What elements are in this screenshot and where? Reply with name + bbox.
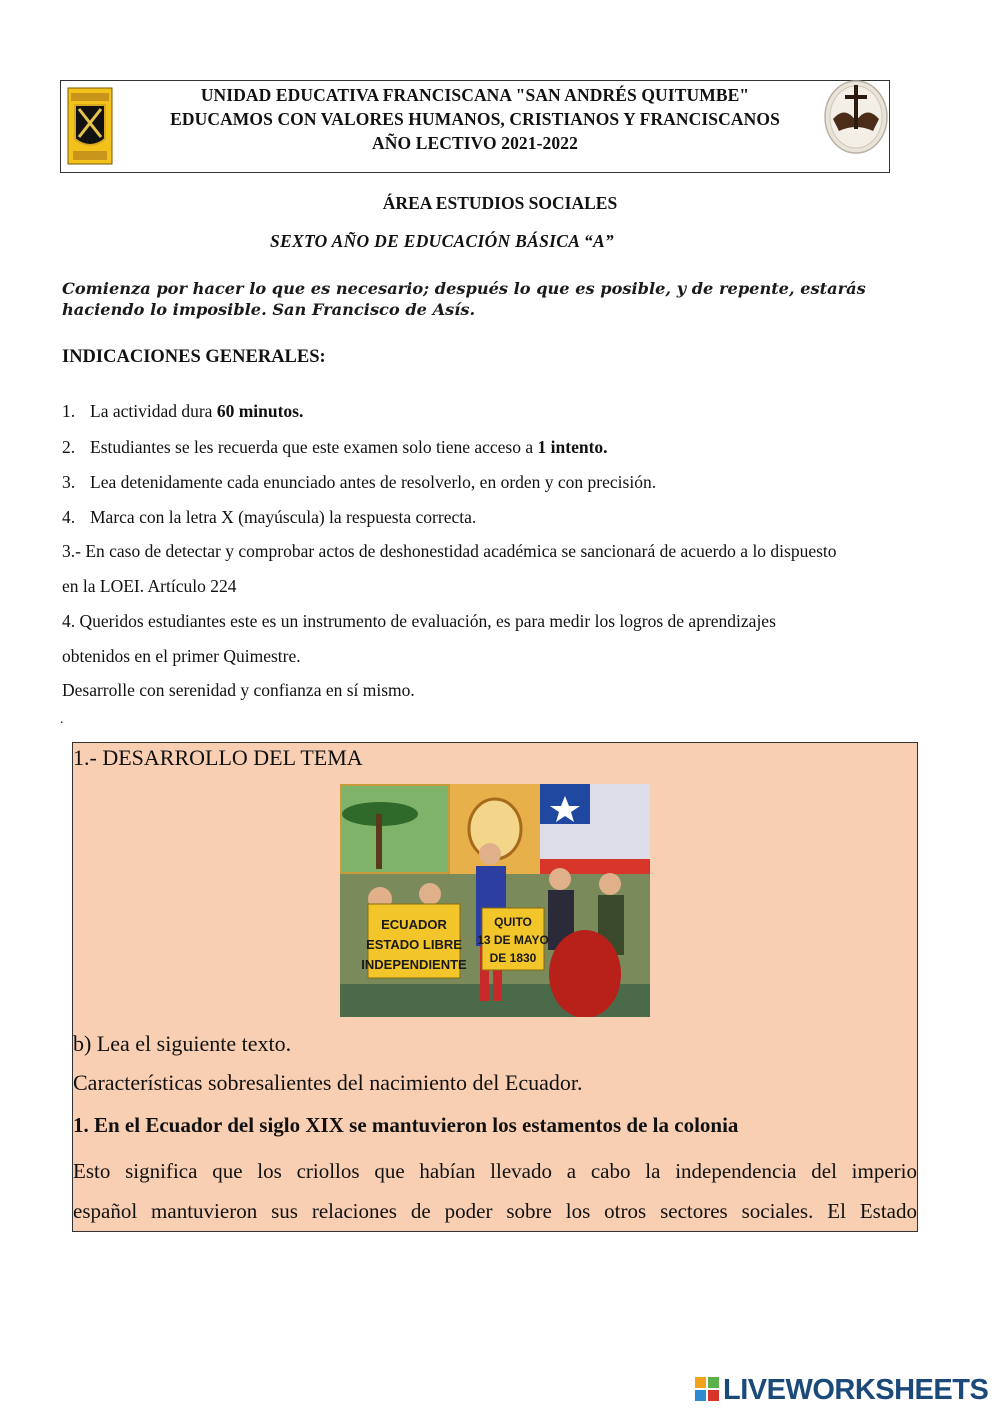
indication-text: Lea detenidamente cada enunciado antes de resolverlo, en orden y con precisión. [90, 472, 657, 492]
header-text-block [61, 83, 889, 155]
indication-extra-5: Desarrolle con serenidad y confianza en sí mismo. [62, 680, 415, 700]
indication-item-2 [62, 437, 608, 458]
indication-item-3 [62, 472, 656, 493]
point-paragraph [73, 1151, 917, 1231]
indication-number: 4. [62, 507, 76, 527]
indication-number: 3. [62, 472, 76, 492]
header-line-2: EDUCAMOS CON VALORES HUMANOS, CRISTIANOS Y FRANCISCANOS [170, 109, 780, 129]
indication-item-1 [62, 401, 303, 422]
franciscan-seal-logo [823, 75, 889, 155]
header-line-3: AÑO LECTIVO 2021-2022 [372, 133, 578, 153]
banner-left-line-3: INDEPENDIENTE [361, 957, 467, 972]
paragraph-line-1: Esto significa que los criollos que habían llevado a cabo la independencia del imperio [73, 1159, 917, 1183]
area-title: ÁREA ESTUDIOS SOCIALES [382, 193, 618, 213]
liveworksheets-brand [695, 1374, 988, 1412]
read-prompt: b) Lea el siguiente texto. [73, 1031, 292, 1056]
topic-title: 1.- DESARROLLO DEL TEMA [73, 745, 363, 770]
indication-text: Marca con la letra X (mayúscula) la respuesta correcta. [90, 507, 477, 527]
banner-left-line-1: ECUADOR [381, 917, 447, 932]
header-line-1: UNIDAD EDUCATIVA FRANCISCANA "SAN ANDRÉS QUITUMBE" [200, 85, 750, 105]
text-subtitle: Características sobresalientes del nacimiento del Ecuador. [73, 1070, 583, 1095]
indications-title: INDICACIONES GENERALES: [62, 347, 326, 367]
indication-bold: 1 intento. [537, 437, 608, 457]
indication-item-4 [62, 507, 476, 528]
indication-text: Estudiantes se les recuerda que este examen solo tiene acceso a [90, 437, 538, 457]
banner-right-line-1: QUITO [494, 915, 532, 929]
indication-number: 1. [62, 401, 76, 421]
school-header [60, 80, 890, 173]
grade-title: SEXTO AÑO DE EDUCACIÓN BÁSICA “A” [270, 231, 614, 251]
indication-number: 2. [62, 437, 76, 457]
indication-text: La actividad dura [90, 401, 217, 421]
indication-extra-3: 4. Queridos estudiantes este es un instrumento de evaluación, es para medir los logros de aprendizajes [62, 611, 776, 631]
franciscan-quote: Comienza por hacer lo que es necesario; después lo que es posible, y de repente, estarás haciendo lo imposible. San Francisco de Asís. [62, 279, 866, 319]
paragraph-line-2: español mantuvieron sus relaciones de poder sobre los otros sectores sociales. El Estado [73, 1199, 917, 1223]
banner-right-line-3: DE 1830 [489, 951, 537, 965]
banner-right-line-2: 13 DE MAYO [477, 933, 549, 947]
indication-extra-1: 3.- En caso de detectar y comprobar actos de deshonestidad académica se sancionará de acuerdo a lo dispuesto [62, 541, 837, 561]
stray-dot: . [60, 712, 64, 727]
indication-extra-2: en la LOEI. Artículo 224 [62, 576, 237, 596]
point-heading: 1. En el Ecuador del siglo XIX se mantuvieron los estamentos de la colonia [73, 1113, 739, 1137]
liveworksheets-logo-icon [695, 1377, 719, 1401]
indication-extra-4: obtenidos en el primer Quimestre. [62, 646, 301, 666]
independence-illustration [340, 784, 650, 1017]
brand-text: LIVEWORKSHEETS [723, 1374, 989, 1406]
banner-left-line-2: ESTADO LIBRE [366, 937, 462, 952]
topic-section [72, 742, 918, 1232]
indication-bold: 60 minutos. [216, 401, 304, 421]
